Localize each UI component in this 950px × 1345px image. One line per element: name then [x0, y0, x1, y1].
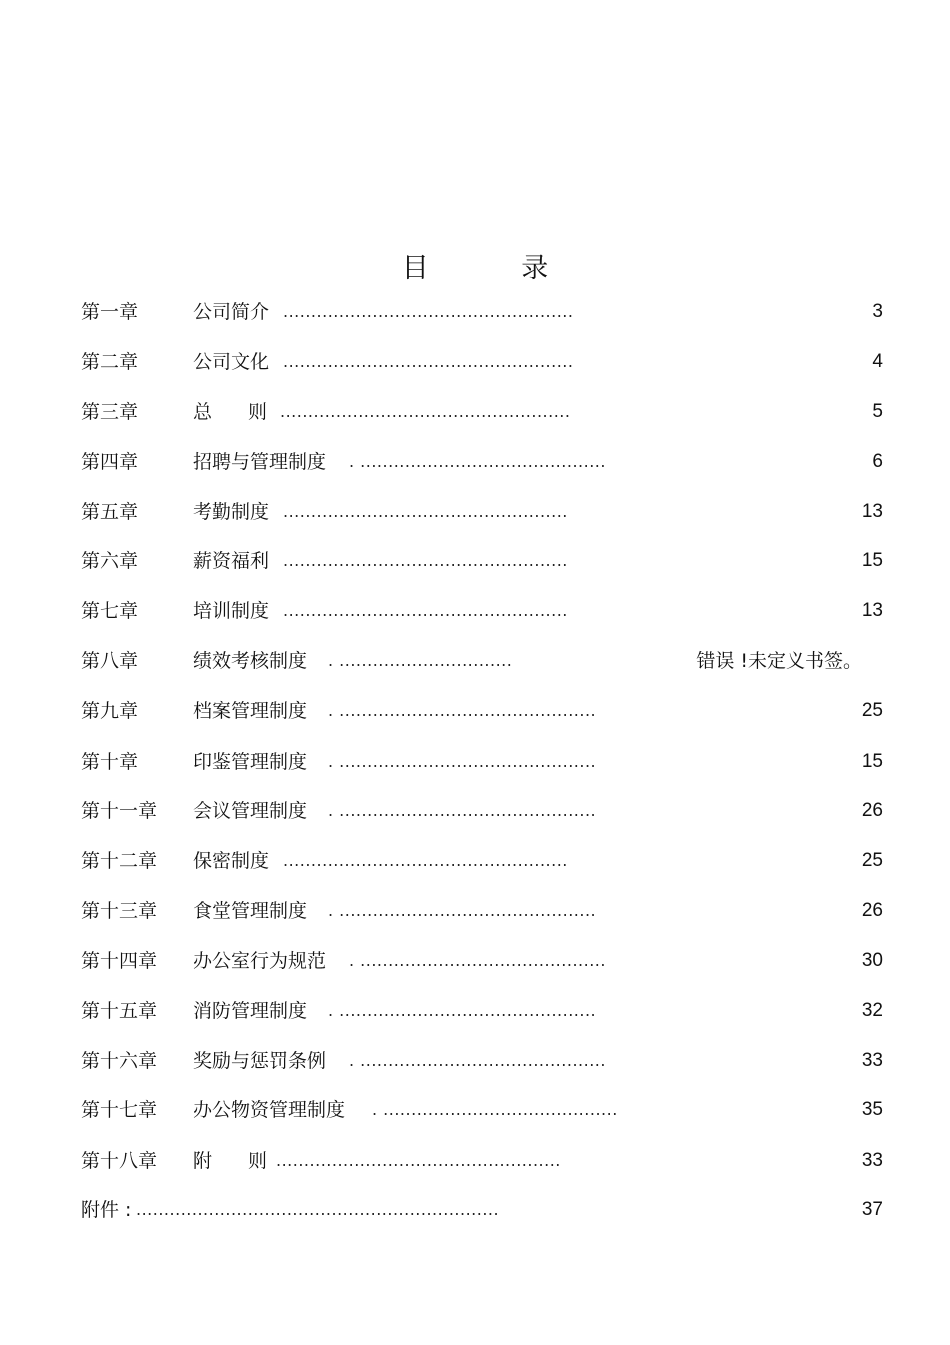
page-number: 3	[872, 301, 883, 322]
chapter-label: 第六章	[81, 550, 139, 572]
toc-entry[interactable]	[0, 1146, 950, 1176]
chapter-title: 培训制度	[193, 600, 270, 622]
toc-entry[interactable]	[0, 596, 950, 626]
toc-entry[interactable]	[0, 397, 950, 427]
page-title: 目 录	[401, 253, 591, 284]
toc-entry[interactable]	[0, 447, 950, 477]
toc-entry[interactable]	[0, 946, 950, 976]
chapter-title: 附 则	[193, 1150, 268, 1172]
chapter-label: 第十六章	[81, 1050, 158, 1072]
dot-leader: ...................................................	[276, 1151, 561, 1170]
chapter-label: 第二章	[81, 351, 139, 373]
dot-leader: . ............................................	[349, 452, 606, 471]
toc-entry[interactable]	[0, 696, 950, 726]
toc-entry[interactable]	[0, 546, 950, 576]
toc-entry[interactable]	[0, 347, 950, 377]
toc-entry[interactable]	[0, 846, 950, 876]
dot-leader: ...................................................	[283, 851, 568, 870]
chapter-label: 第三章	[81, 401, 139, 423]
toc-entry[interactable]	[0, 896, 950, 926]
chapter-label: 第十一章	[81, 800, 158, 822]
chapter-title: 办公室行为规范	[193, 950, 327, 972]
toc-entry[interactable]	[0, 646, 950, 676]
dot-leader: . ..........................................	[372, 1100, 618, 1119]
chapter-title: 薪资福利	[193, 550, 270, 572]
dot-leader: ....................................................	[283, 302, 574, 321]
dot-leader: . ..............................................	[328, 752, 597, 771]
page-number: 13	[861, 501, 883, 522]
dot-leader: . ..............................................	[328, 701, 597, 720]
dot-leader: ...................................................	[283, 601, 568, 620]
toc-entry[interactable]	[0, 297, 950, 327]
chapter-title: 档案管理制度	[193, 700, 308, 722]
chapter-label: 第十章	[81, 751, 139, 773]
toc-entry[interactable]	[0, 1046, 950, 1076]
toc-entry[interactable]	[0, 796, 950, 826]
chapter-title: 办公物资管理制度	[193, 1099, 346, 1121]
toc-entry[interactable]	[0, 1095, 950, 1125]
chapter-title: 保密制度	[193, 850, 270, 872]
chapter-title: 考勤制度	[193, 501, 270, 523]
dot-leader: . ...............................	[328, 651, 513, 670]
chapter-label: 第一章	[81, 301, 139, 323]
chapter-label: 第十五章	[81, 1000, 158, 1022]
page-number: 32	[861, 1000, 883, 1021]
chapter-label: 第十七章	[81, 1099, 158, 1121]
page-number: 25	[861, 850, 883, 871]
page-number: 15	[861, 550, 883, 571]
chapter-title: 会议管理制度	[193, 800, 308, 822]
page-number: 33	[861, 1050, 883, 1071]
chapter-label: 第十二章	[81, 850, 158, 872]
chapter-label: 第九章	[81, 700, 139, 722]
dot-leader: . ..............................................	[328, 801, 597, 820]
chapter-title: 消防管理制度	[193, 1000, 308, 1022]
dot-leader: . ............................................	[349, 1051, 606, 1070]
page-number: 13	[861, 600, 883, 621]
page-number: 26	[861, 900, 883, 921]
chapter-title: 公司简介	[193, 301, 270, 323]
dot-leader: ...................................................	[283, 551, 568, 570]
chapter-title: 绩效考核制度	[193, 650, 308, 672]
dot-leader: . ..............................................	[328, 1001, 597, 1020]
chapter-title: 招聘与管理制度	[193, 451, 327, 473]
chapter-title: 总 则	[193, 401, 268, 423]
toc-entry[interactable]	[0, 1195, 950, 1225]
chapter-label: 第八章	[81, 650, 139, 672]
chapter-title: 印鉴管理制度	[193, 751, 308, 773]
toc-entry[interactable]	[0, 747, 950, 777]
chapter-title: 食堂管理制度	[193, 900, 308, 922]
chapter-label: 第四章	[81, 451, 139, 473]
page-number: 35	[861, 1099, 883, 1120]
page-number: 26	[861, 800, 883, 821]
page-number-error: 错误 !未定义书签。	[696, 650, 862, 672]
page-number: 6	[872, 451, 883, 472]
chapter-title: 奖励与惩罚条例	[193, 1050, 327, 1072]
chapter-label: 第十八章	[81, 1150, 158, 1172]
page-number: 4	[872, 351, 883, 372]
page-number: 15	[861, 751, 883, 772]
page-number: 33	[861, 1150, 883, 1171]
toc-entry[interactable]	[0, 996, 950, 1026]
page-number: 5	[872, 401, 883, 422]
chapter-label: 第七章	[81, 600, 139, 622]
dot-leader: . ..............................................	[328, 901, 597, 920]
chapter-label: 第十三章	[81, 900, 158, 922]
page-number: 30	[861, 950, 883, 971]
dot-leader: ....................................................	[283, 352, 574, 371]
dot-leader: ...................................................	[283, 502, 568, 521]
page-number: 25	[861, 700, 883, 721]
page-number: 37	[861, 1199, 883, 1220]
toc-entry[interactable]	[0, 497, 950, 527]
dot-leader: ....................................................	[280, 402, 571, 421]
chapter-label: 第十四章	[81, 950, 158, 972]
dot-leader: .................................................................	[136, 1200, 500, 1219]
appendix-label: 附件 :	[81, 1199, 132, 1221]
dot-leader: . ............................................	[349, 951, 606, 970]
chapter-label: 第五章	[81, 501, 139, 523]
chapter-title: 公司文化	[193, 351, 270, 373]
